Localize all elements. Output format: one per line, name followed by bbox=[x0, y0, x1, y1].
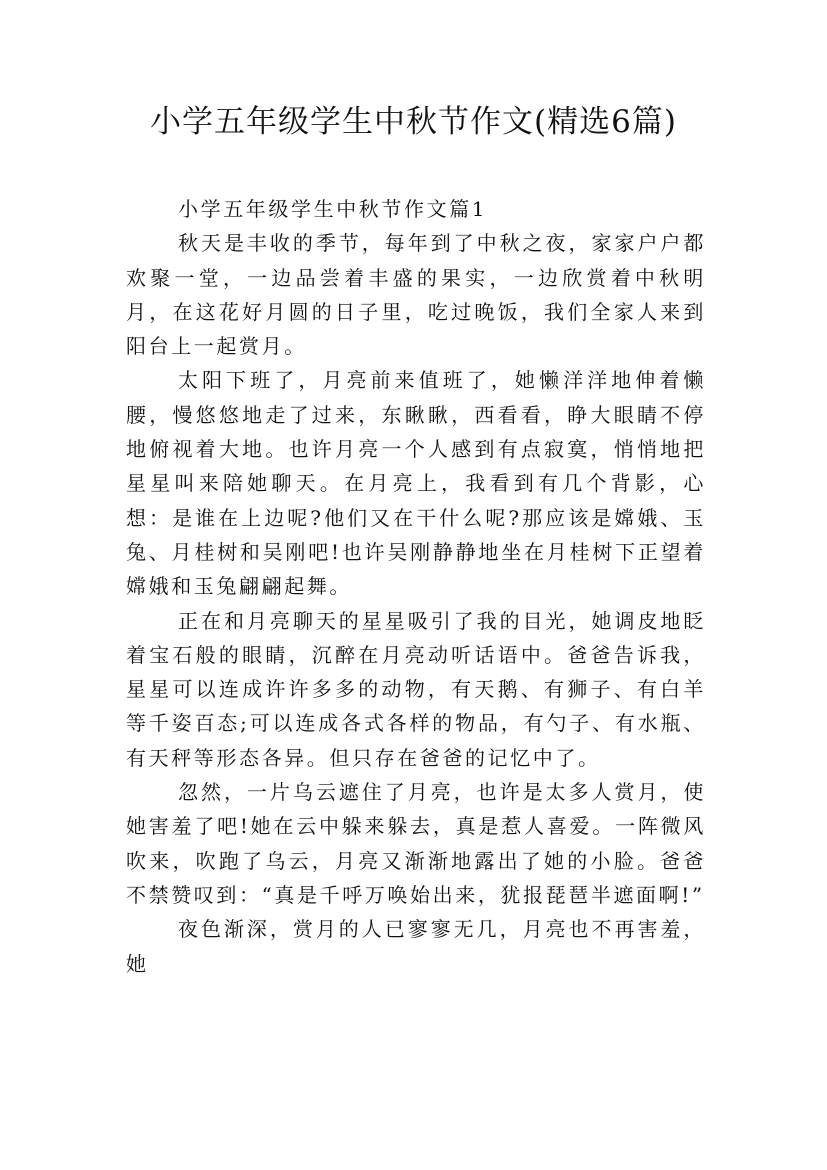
paragraph: 正在和月亮聊天的星星吸引了我的目光，她调皮地眨着宝石般的眼睛，沉醉在月亮动听话语中。爸爸告诉我，星星可以连成许许多多的动物，有天鹅、有狮子、有白羊等千姿百态;可以连成各式各样的物品，有勺子、有水瓶、有天秤等形态各异。但只存在爸爸的记忆中了。 bbox=[126, 608, 706, 770]
paragraph: 夜色渐深，赏月的人已寥寥无几，月亮也不再害羞，她 bbox=[126, 917, 706, 976]
section-heading: 小学五年级学生中秋节作文篇1 bbox=[178, 197, 488, 221]
paragraph: 秋天是丰收的季节，每年到了中秋之夜，家家户户都欢聚一堂，一边品尝着丰盛的果实，一边欣赏着中秋明月，在这花好月圆的日子里，吃过晚饭，我们全家人来到阳台上一起赏月。 bbox=[126, 231, 706, 359]
paragraph: 忽然，一片乌云遮住了月亮，也许是太多人赏月，使她害羞了吧!她在云中躲来躲去，真是惹人喜爱。一阵微风吹来，吹跑了乌云，月亮又渐渐地露出了她的小脸。爸爸不禁赞叹到：“真是千呼万唤始出来，犹报琵琶半遮面啊!” bbox=[126, 780, 706, 907]
paragraph: 太阳下班了，月亮前来值班了，她懒洋洋地伸着懒腰，慢悠悠地走了过来，东瞅瞅，西看看，睁大眼睛不停地俯视着大地。也许月亮一个人感到有点寂寞，悄悄地把星星叫来陪她聊天。在月亮上，我看到有几个背影，心想：是谁在上边呢?他们又在干什么呢?那应该是嫦娥、玉兔、月桂树和吴刚吧!也许吴刚静静地坐在月桂树下正望着嫦娥和玉兔翩翩起舞。 bbox=[126, 368, 706, 599]
document-title: 小学五年级学生中秋节作文(精选6篇) bbox=[150, 104, 677, 140]
document-body bbox=[126, 192, 706, 981]
